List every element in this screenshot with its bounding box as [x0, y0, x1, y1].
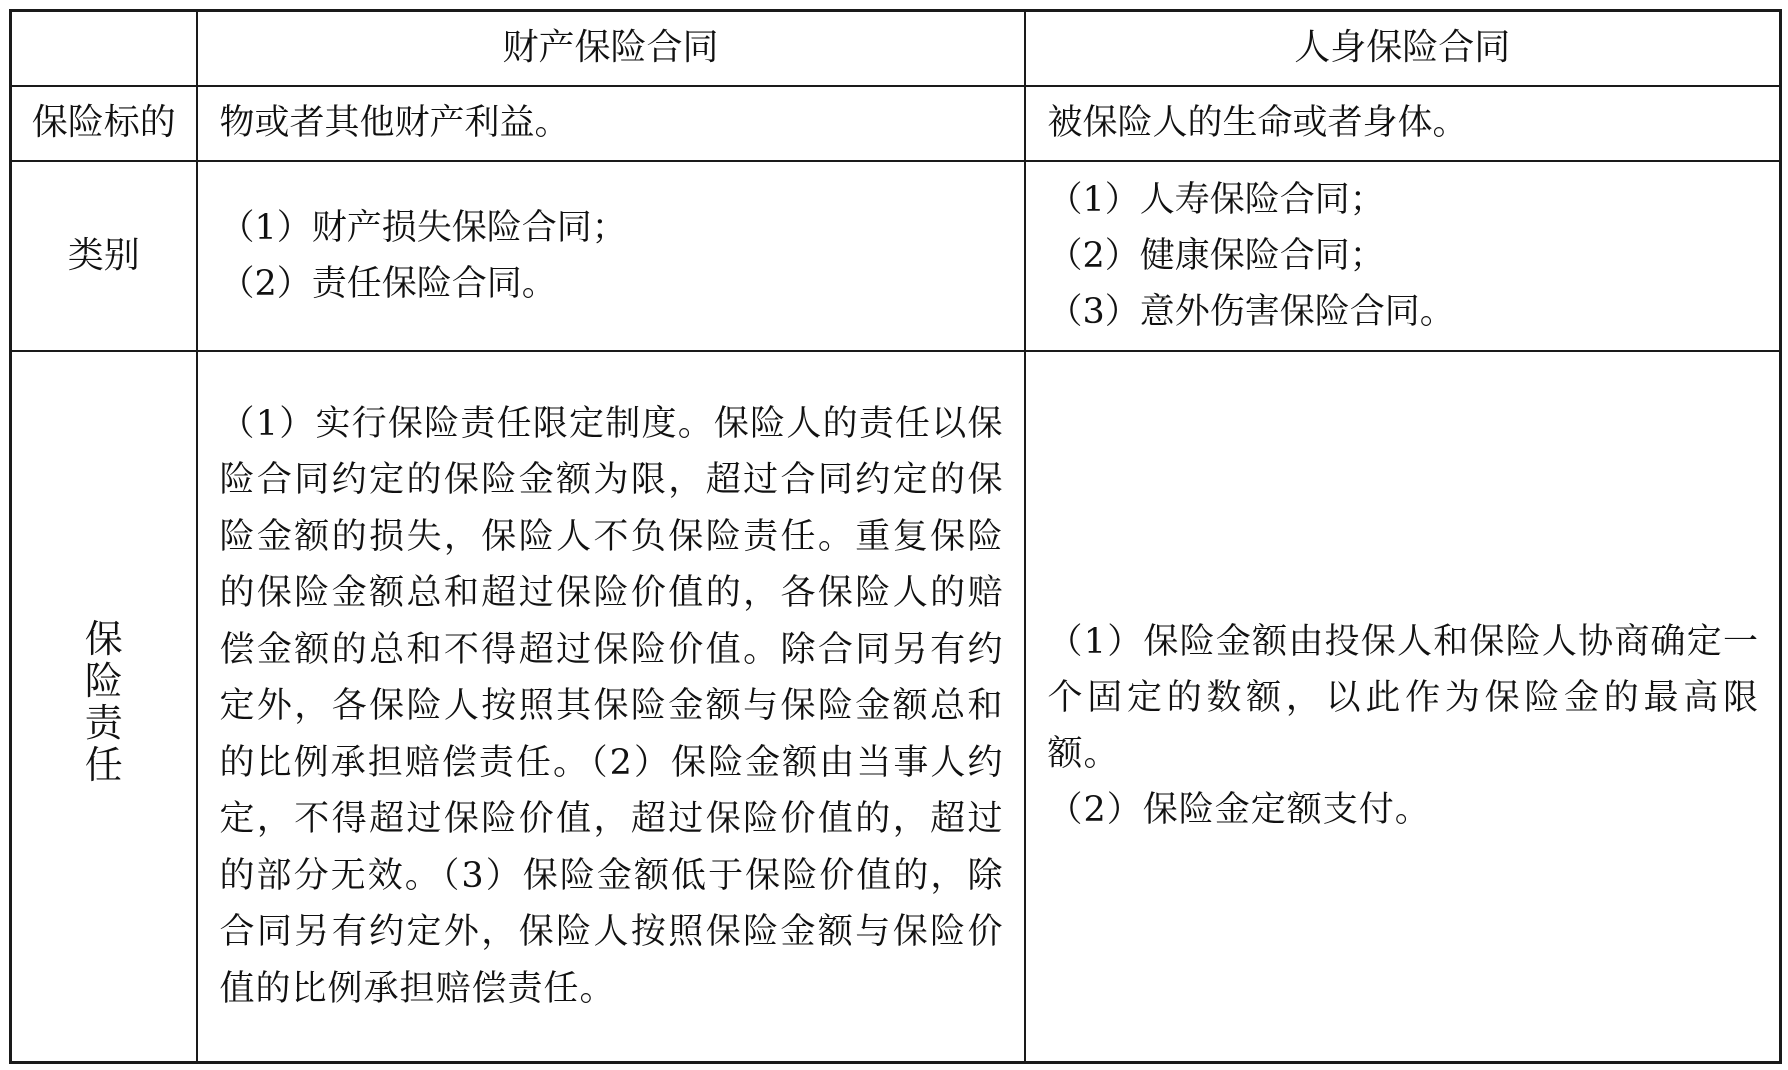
table-row-liability — [11, 351, 1781, 1063]
liability-property-cell: （1）实行保险责任限定制度。保险人的责任以保险合同约定的保险金额为限，超过合同约定的保险金额的损失，保险人不负保险责任。重复保险的保险金额总和超过保险价值的，各保险人的赔偿金额的总和不得超过保险价值。除合同另有约定外，各保险人按照其保险金额与保险金额总和的比例承担赔偿责任。（2）保险金额由当事人约定，不得超过保险价值，超过保险价值的，超过的部分无效。（3）保险金额低于保险价值的，除合同另有约定外，保险人按照保险金额与保险价值的比例承担赔偿责任。 — [197, 351, 1025, 1063]
liability-personal-line: （2）保险金定额支付。 — [1047, 790, 1431, 831]
category-personal-line: （2）健康保险合同； — [1047, 235, 1385, 276]
header-property-insurance: 财产保险合同 — [197, 11, 1025, 86]
category-property-line: （2）责任保险合同。 — [219, 263, 557, 304]
subject-personal-cell: 被保险人的生命或者身体。 — [1025, 86, 1781, 161]
subject-property-cell: 物或者其他财产利益。 — [197, 86, 1025, 161]
row-label-liability: 保险责任 — [84, 616, 123, 787]
category-personal-line: （1）人寿保险合同； — [1047, 179, 1385, 220]
category-personal-line: （3）意外伤害保险合同。 — [1047, 291, 1455, 332]
table-row-category — [11, 161, 1781, 351]
liability-personal-line: （1）保险金额由投保人和保险人协商确定一个固定的数额，以此作为保险金的最高限额。 — [1047, 622, 1759, 775]
header-corner-cell — [11, 11, 197, 86]
row-label-subject: 保险标的 — [11, 86, 197, 161]
insurance-comparison-table — [9, 9, 1782, 1064]
table-row-subject — [11, 86, 1781, 161]
category-property-cell — [197, 161, 1025, 351]
comparison-table-wrapper — [9, 9, 1779, 1061]
row-label-liability-cell — [11, 351, 197, 1063]
liability-personal-cell — [1025, 351, 1781, 1063]
table-header-row — [11, 11, 1781, 86]
row-label-category: 类别 — [11, 161, 197, 351]
category-property-line: （1）财产损失保险合同； — [219, 207, 627, 248]
header-personal-insurance: 人身保险合同 — [1025, 11, 1781, 86]
category-personal-cell — [1025, 161, 1781, 351]
